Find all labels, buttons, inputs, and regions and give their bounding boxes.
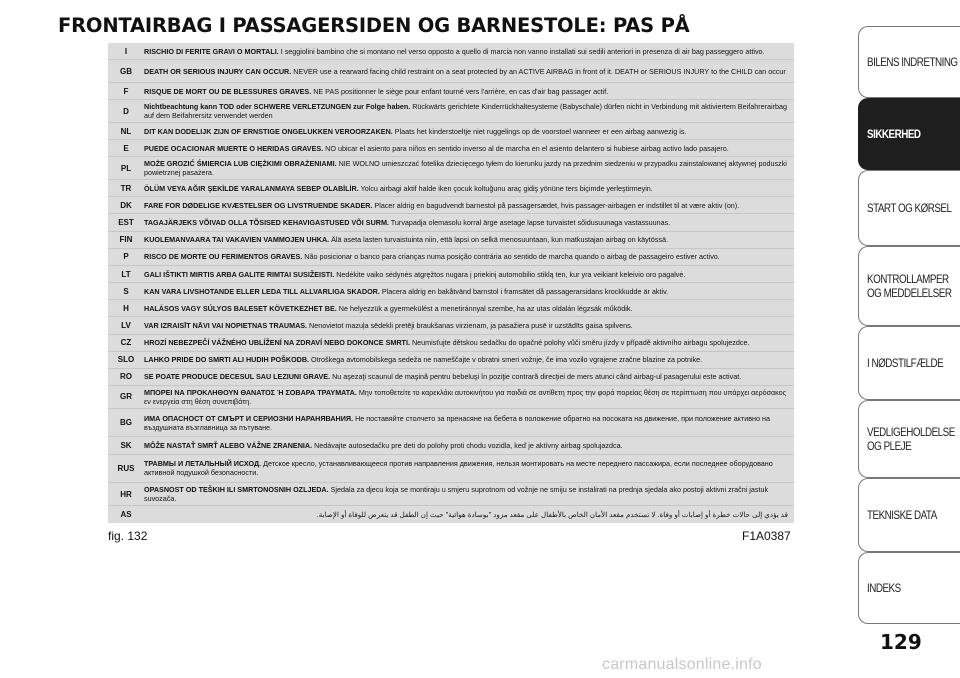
warning-headline: Nichtbeachtung kann TOD oder SCHWERE VERLETZUNGEN zur Folge haben. — [144, 102, 411, 112]
language-code: I — [124, 46, 128, 56]
warning-headline: TAGAJÄRJEKS VÕIVAD OLLA TÕSISED KEHAVIGASTUSED VÕI SURM. — [144, 218, 389, 228]
warning-row — [108, 266, 794, 283]
language-code: D — [123, 106, 129, 116]
warning-headline: DEATH OR SERIOUS INJURY CAN OCCUR. — [144, 66, 292, 76]
language-code: NL — [120, 126, 132, 136]
language-code: AS — [120, 510, 132, 520]
language-code: TR — [120, 183, 132, 193]
language-code: F — [123, 86, 129, 96]
tab-kontrollamper[interactable]: KONTROLLAMPER OG MEDDELELSER — [858, 246, 960, 326]
language-code: BG — [120, 418, 132, 428]
tab-indeks[interactable]: INDEKS — [858, 552, 960, 624]
warning-row — [108, 43, 794, 60]
warning-body: Não posicionar o banco para crianças numa posição contrária ao sentido de marcha quando o airbag de passageiro estiver activo. — [302, 252, 720, 262]
warning-row — [108, 232, 794, 249]
tab-i-nodstilfaelde[interactable]: I NØDSTILFÆLDE — [858, 326, 960, 400]
warning-text — [144, 270, 794, 279]
language-code: RUS — [117, 463, 135, 473]
warning-headline: RISCHIO DI FERITE GRAVI O MORTALI. — [144, 46, 279, 56]
warning-headline: MÔŽE NASTAŤ SMRŤ ALEBO VÁŽNE ZRANENIA. — [144, 441, 313, 450]
warning-row — [108, 123, 794, 140]
warning-headline: ТРАВМЫ И ЛЕТАЛЬНЫЙ ИСХОД. — [144, 459, 262, 469]
warning-headline: LAHKO PRIDE DO SMRTI ALI HUDIH POŠKODB. — [144, 355, 310, 365]
warning-text — [144, 459, 794, 477]
warning-body: Yolcu airbagi aktif halde iken çocuk koltuğunu araç gidiş yönüne ters biçimde yerleştirmeyin. — [358, 183, 653, 193]
warning-row — [108, 197, 794, 214]
language-code: CZ — [120, 338, 132, 348]
warning-body: Sjedala za djecu koja se montiraju u smjeru suprotnom od vožnje ne smiju se instalirati na prednja sjedala ako postoji aktivni zračni jastuk suvozača. — [144, 485, 769, 504]
warning-text — [144, 184, 794, 193]
warning-body: Nedávajte autosedačku pre deti do polohy proti chodu vozidla, keď je aktívny airbag spolujazdca. — [312, 441, 623, 450]
warning-body: Turvapadja olemasolu korral ärge asetage lapse turvaistet sõidusuunaga vastassuunas. — [388, 218, 671, 228]
warning-text — [144, 47, 794, 56]
warning-row — [108, 60, 794, 83]
warning-row — [108, 157, 794, 180]
warning-body: Plaats het kinderstoeltje niet ruggelings op de voorstoel wanneer er een airbag aanwezig is. — [392, 126, 687, 136]
watermark: carmanualsonline.info — [602, 656, 762, 673]
warning-row — [108, 180, 794, 197]
language-code: S — [123, 286, 129, 296]
section-tabs — [858, 26, 960, 624]
warning-headline: ÖLÜM VEYA AĞIR ŞEKİLDE YARALANMAYA SEBEP OLABİLİR. — [144, 183, 359, 193]
warning-text — [144, 304, 794, 313]
warning-body: Nedėkite vaiko sėdynės atgręžtos nugara į priekinį automobilio stiklą ten, kur yra veikiant keleivio oro pagalvė. — [334, 269, 686, 279]
warning-body: Детское кресло, устанавливающееся против направления движения, нельзя монтировать на месте переднего пассажира, если последнее оборудовано активной подушкой безопасности. — [144, 459, 773, 478]
warning-headline: RISCO DE MORTE OU FERIMENTOS GRAVES. — [144, 252, 303, 262]
page-number: 129 — [880, 630, 922, 654]
warning-row — [108, 437, 794, 454]
warning-body: Placera aldrig en bakåtvänd barnstol i framsätet då passagerarsidans krockkudde är aktiv. — [379, 286, 669, 296]
language-code: EST — [118, 218, 134, 228]
language-code: P — [123, 252, 129, 262]
warning-text — [144, 235, 794, 244]
warning-headline: OPASNOST OD TEŠKIH ILI SMRTONOSNIH OZLJEDA. — [144, 485, 329, 495]
warning-text — [144, 67, 794, 76]
language-code: RO — [120, 372, 132, 382]
language-code: FIN — [119, 235, 133, 245]
warning-row — [108, 455, 794, 484]
warning-row — [108, 483, 794, 506]
warning-headline: SE POATE PRODUCE DECESUL SAU LEZIUNI GRAVE. — [144, 372, 331, 382]
warning-text — [144, 127, 794, 136]
warning-headline: MOŻE GROZIĆ ŚMIERCIA LUB CIĘŻKIMI OBRAŻENIAMI. — [144, 159, 337, 169]
warning-body: Otroškega avtomobilskega sedeža ne nameščajte v obratni smeri vožnje, če ima vozilo vgrajene zračne blazine za potnike. — [309, 355, 703, 365]
warning-body: I seggiolini bambino che si montano nel verso opposto a quello di marcia non vanno installati sui sedili anteriori in presenza di air bag passeggero attivo. — [278, 46, 765, 56]
warning-text — [144, 287, 794, 296]
warning-body: Ne helyezzük a gyermekülést a menetiránnyal szembe, ha az utas oldalán légzsák működik. — [336, 303, 633, 313]
warning-body: NO ubicar el asiento para niños en sentido inverso al de marcha en el asiento delantero si hubiese airbag activo lado pasajero. — [323, 143, 729, 153]
warning-body: Rückwärts gerichtete Kinderrückhaltesysteme (Babyschale) dürfen nicht in Verbindung mit aktiviertem Beifahrerairbag auf dem Beifahrersitz verwendet werden — [144, 102, 787, 121]
warning-text — [144, 388, 794, 406]
warning-headline: KAN VARA LIVSHOTANDE ELLER LEDA TILL ALLVARLIGA SKADOR. — [144, 286, 380, 296]
warning-body: NEVER use a rearward facing child restraint on a seat protected by an ACTIVE AIRBAG in front of it. DEATH or SERIOUS INJURY to the CHILD can occur — [291, 66, 786, 76]
warning-row — [108, 249, 794, 266]
warning-headline: ΜΠΟΡΕΙ ΝΑ ΠΡΟΚΛΗΘΟΥΝ ΘΑΝΑΤΟΣ Ή ΣΟΒΑΡΑ ΤΡΑΥΜΑΤΑ. — [144, 387, 357, 397]
warning-headline: RISQUE DE MORT OU DE BLESSURES GRAVES. — [144, 86, 312, 96]
warning-text — [144, 102, 794, 120]
warning-body: Placer aldrig en bagudvendt barnestol på passagersædet, hvis passager-airbagen er indstillet til at være aktiv (on). — [372, 200, 740, 210]
page-title: FRONTAIRBAG I PASSAGERSIDEN OG BARNESTOLE: PAS PÅ — [58, 14, 690, 37]
warning-headline: DIT KAN DODELIJK ZIJN OF ERNSTIGE ONGELUKKEN VEROORZAKEN. — [144, 126, 393, 136]
warning-body: Nu aşezaţi scaunul de maşină pentru bebeluşi în poziţie contrară direcţiei de mers atunci când airbag-ul pasagerului este activat. — [330, 372, 742, 382]
language-code: H — [123, 303, 129, 313]
warning-text — [144, 201, 794, 210]
warning-text — [144, 252, 794, 261]
language-code: SK — [120, 441, 132, 450]
warning-headline: KUOLEMANVAARA TAI VAKAVIEN VAMMOJEN UHKA. — [144, 235, 330, 245]
warning-text — [144, 414, 794, 432]
warning-text — [144, 321, 794, 330]
warning-row — [108, 300, 794, 317]
tab-start-og-korsel[interactable]: START OG KØRSEL — [858, 170, 960, 246]
warning-body: NE PAS positionner le siège pour enfant tourné vers l'arrière, en cas d'air bag passager actif. — [311, 86, 609, 96]
warning-body: قد يؤدي إلى حالات خطرة أو إصابات أو وفاة. لا تستخدم مقعد الأمان الخاص بالأطفال على مقعد مزود "بوسادة هوائية" حيث إن الطفل قد يتعرض للوفاة أو الإصابة. — [316, 510, 788, 520]
warning-text — [144, 441, 794, 450]
warning-text — [144, 87, 794, 96]
warning-row — [108, 369, 794, 386]
language-code: DK — [120, 200, 132, 210]
warning-row — [108, 352, 794, 369]
warning-row — [108, 386, 794, 409]
warning-body: NIE WOLNO umieszczać fotelika dziecięcego tyłem do kierunku jazdy na przednim siedzeniu w przypadku zainstalowanej aktywnej poduszki powietrznej pasażera. — [144, 159, 787, 178]
figure-code: F1A0387 — [742, 529, 791, 543]
warning-row — [108, 83, 794, 100]
warning-row — [108, 317, 794, 334]
warning-text — [144, 144, 794, 153]
warning-row — [108, 335, 794, 352]
language-code: PL — [120, 163, 132, 173]
language-code: E — [123, 143, 129, 153]
warning-headline: GALI IŠTIKTI MIRTIS ARBA GALITE RIMTAI SUSIŽEISTI. — [144, 269, 335, 279]
warning-headline: PUEDE OCACIONAR MUERTE O HERIDAS GRAVES. — [144, 143, 324, 153]
warning-text — [144, 372, 794, 381]
airbag-warning-table — [108, 43, 794, 523]
warning-row — [108, 100, 794, 123]
language-code: GR — [120, 392, 132, 402]
warning-headline: FARE FOR DØDELIGE KVÆSTELSER OG LIVSTRUENDE SKADER. — [144, 200, 373, 210]
warning-text — [144, 485, 794, 503]
warning-body: Не поставяйте столчето за пренасяне на бебета в положение обратно на посоката на движение, при положение активно на въздушната възглавница за пътуване. — [144, 413, 770, 432]
tab-bilens-indretning[interactable]: BILENS INDRETNING — [858, 26, 960, 98]
language-code: HR — [120, 489, 132, 499]
warning-headline: VAR IZRAISĪT NĀVI VAI NOPIETNAS TRAUMAS. — [144, 320, 308, 330]
language-code: LT — [121, 269, 131, 279]
warning-text — [144, 510, 794, 519]
warning-headline: ИМА ОПАСНОСТ ОТ СМЪРТ И СЕРИОЗНИ НАРАНЯВАНИЯ. — [144, 413, 354, 423]
warning-row — [108, 214, 794, 231]
warning-body: Μην τοποθετείτε το καρεκλάκι αυτοκινήτου για παιδιά σε αντίθετη προς την φορά πορείας θέση σε περίπτωση που υπάρχει αερόσακος εν ενεργεία στη θέση συνεπιβάτη. — [144, 387, 787, 406]
figure-label: fig. 132 — [108, 529, 148, 543]
warning-row — [108, 506, 794, 523]
warning-body: Nenovietot mazuļa sēdekli pretēji braukšanas virzienam, ja pasažiera pusē ir uzstādīts gaisa spilvens. — [307, 320, 633, 330]
warning-body: Neumisťujte dětskou sedačku do opačné polohy vůči směru jízdy v případě aktivního airbagu spolujezdce. — [409, 338, 750, 348]
language-code: LV — [121, 320, 131, 330]
warning-row — [108, 140, 794, 157]
warning-headline: HALÁSOS VAGY SÚLYOS BALESET KÖVETKEZHET BE. — [144, 303, 337, 313]
tab-tekniske-data[interactable]: TEKNISKE DATA — [858, 478, 960, 552]
warning-headline: HROZÍ NEBEZPEČÍ VÁŽNÉHO UBLÍŽENÍ NA ZDRAVÍ NEBO DOKONCE SMRTI. — [144, 338, 410, 348]
warning-text — [144, 355, 794, 364]
warning-text — [144, 218, 794, 227]
language-code: SLO — [117, 355, 135, 365]
tab-vedligeholdelse[interactable]: VEDLIGEHOLDELSE OG PLEJE — [858, 400, 960, 478]
tab-sikkerhed[interactable]: SIKKERHED — [858, 98, 960, 170]
warning-text — [144, 159, 794, 177]
warning-text — [144, 338, 794, 347]
warning-body: Älä aseta lasten turvaistuinta niin, että lapsi on selkä menosuuntaan, kun matkustajan airbag on käytössä. — [329, 235, 668, 245]
language-code: GB — [120, 66, 132, 76]
warning-row — [108, 283, 794, 300]
warning-row — [108, 409, 794, 438]
